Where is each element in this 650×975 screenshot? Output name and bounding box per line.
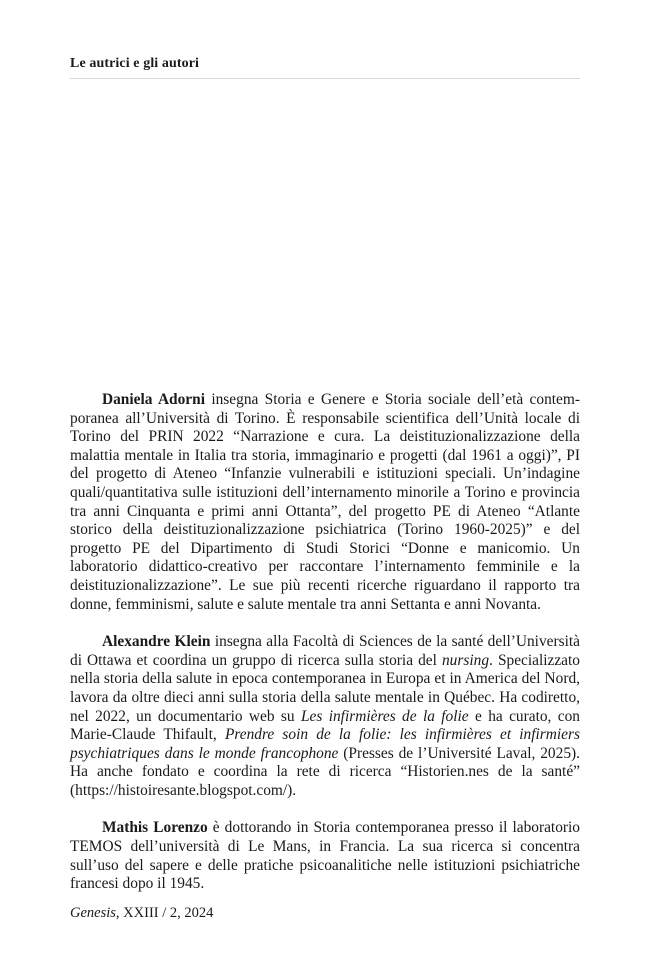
- bio-text: è dottorando in Storia contemporanea presso il laboratorio TEMOS dell’università di Le Mans, in Francia. La sua ricerca si concentra sull’uso del sapere e delle pratiche psicoanalitiche nelle istituzioni psichiatriche francesi dopo il 1945.: [70, 819, 580, 893]
- bio-italic: Prendre soin de la folie: les infirmières et infirmiers psychiatriques dans le monde francophone: [70, 726, 580, 762]
- page-footer: [70, 905, 213, 922]
- bio-klein: [70, 633, 580, 800]
- bio-text: (Presses de l’Université Laval, 2025). Ha anche fondato e coordina la rete di ricerca “Historien.nes de la santé” (https://histoiresante.blogspot.com/).: [70, 744, 580, 799]
- journal-title: Genesis: [70, 905, 116, 921]
- bio-text: . Specializzato nella storia della salute in epoca contemporanea in Europa et in America del Nord, lavora da oltre dieci anni sulla storia della salute mentale in Québec. Ha codiretto, nel 2022, un documentario web su: [70, 651, 580, 725]
- issue-info: , XXIII / 2, 2024: [115, 905, 214, 921]
- author-name: Alexandre Klein: [102, 633, 211, 651]
- header-rule: [70, 78, 580, 79]
- running-head: Le autrici e gli autori: [70, 56, 200, 71]
- author-name: Daniela Adorni: [102, 391, 205, 408]
- author-name: Mathis Lorenzo: [102, 819, 208, 837]
- bio-lorenzo: [70, 819, 580, 893]
- bio-italic: Les infirmières de la folie: [300, 707, 469, 725]
- bio-italic: nursing: [441, 651, 490, 669]
- bio-text: insegna alla Facoltà di Sciences de la santé dell’Università di Ottawa et coordina un gruppo di ricerca sulla storia del: [70, 633, 580, 669]
- bio-text: e ha curato, con Marie-Claude Thifault,: [70, 707, 580, 744]
- author-bios: [70, 391, 580, 913]
- bio-adorni: [70, 391, 580, 614]
- bio-text: insegna Storia e Genere e Storia sociale dell’età contemporanea all’Università di Torino. È responsabile scientifica dell’Unità locale di Torino del PRIN 2022 “Narrazione e cura. La deistituzionalizzazione della malattia mentale in Italia tra storia, immaginario e progetti (dal 1961 a oggi)”, PI del progetto di Ateneo “Infanzie vulnerabili e istituzioni speciali. Un’indagine quali/quantitativa sulle istituzioni dell’internamento minorile a Torino e provincia tra anni Cinquanta e primi anni Ottanta”, del progetto PE di Ateneo “Atlante storico della deistituzionalizzazione psichiatrica (Torino 1960-2025)” e del progetto PE del Dipartimento di Studi Storici “Donne e manicomio. Un laboratorio didattico-creativo per raccontare l’internamento femminile e la deistituzionalizzazione”. Le sue più recenti ricerche riguardano il rapporto tra donne, femminismi, salute e salute mentale tra anni Settanta e anni Novanta.: [70, 391, 581, 613]
